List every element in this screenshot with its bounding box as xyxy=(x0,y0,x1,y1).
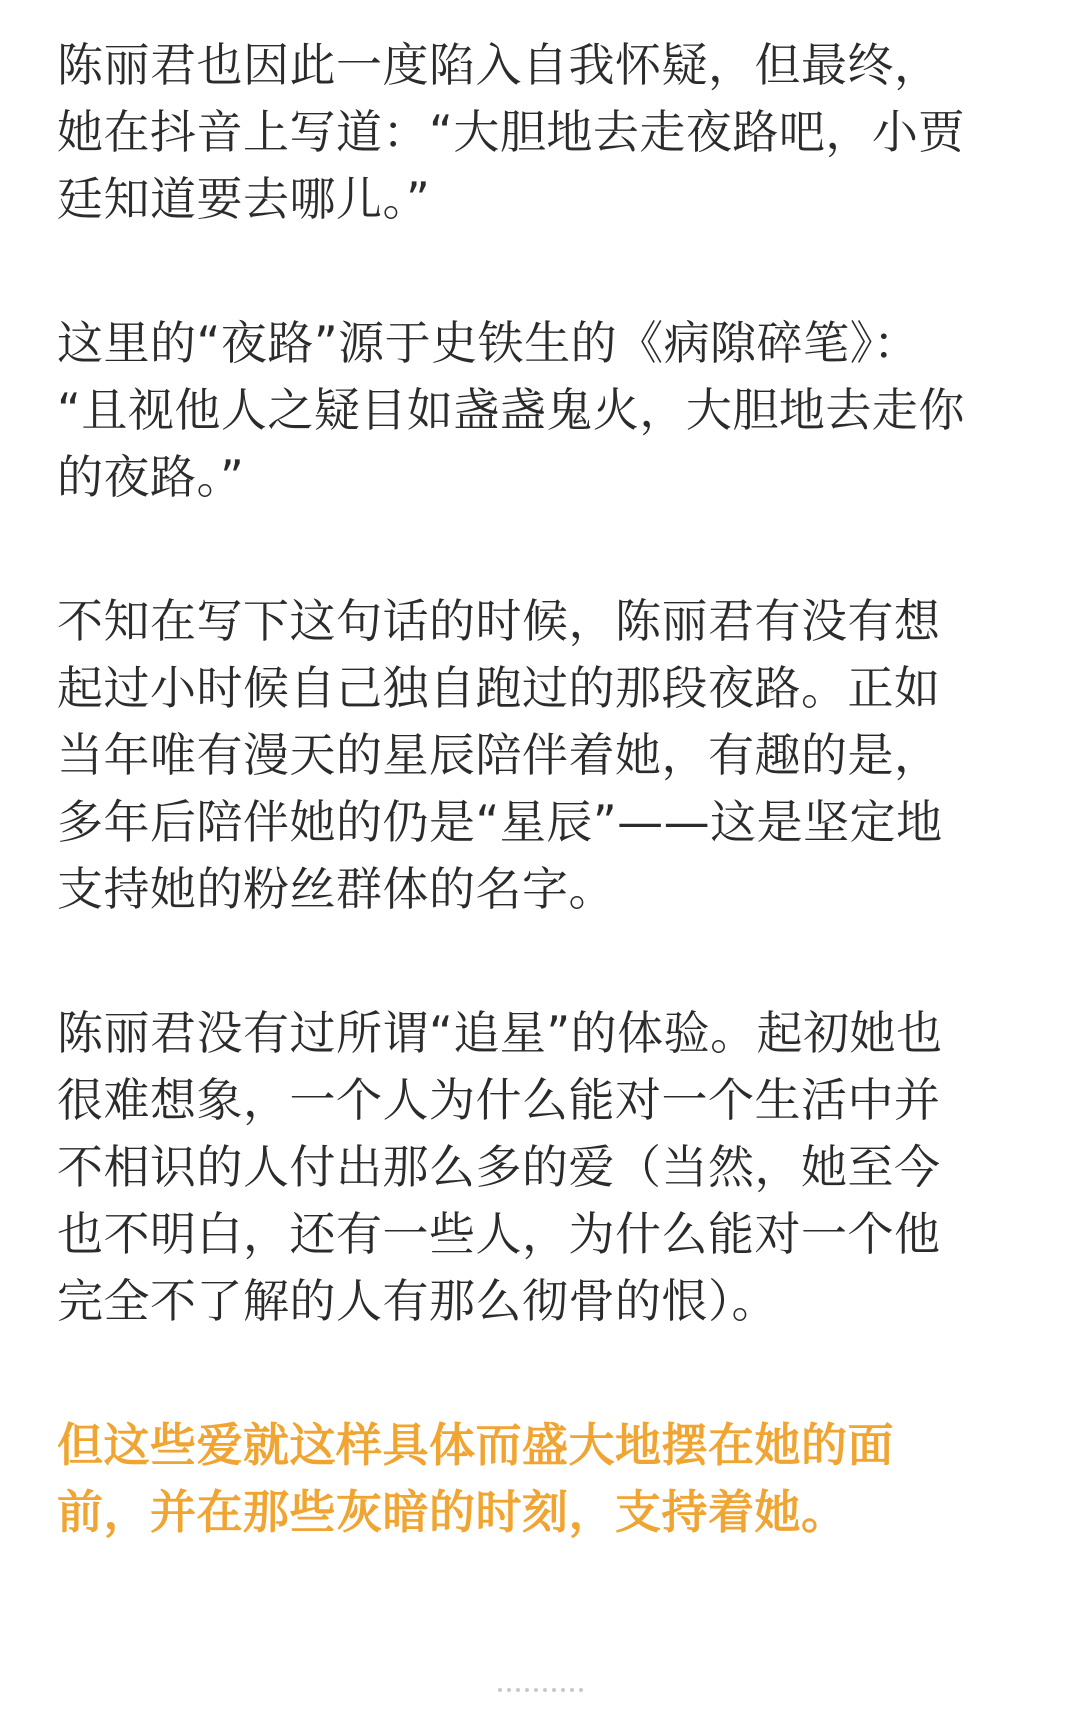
paragraph-1: 陈丽君也因此一度陷入自我怀疑，但最终， 她在抖音上写道：“大胆地去走夜路吧，小贾 廷知道要去哪儿。” xyxy=(57,38,965,226)
dot xyxy=(525,1688,529,1692)
dot xyxy=(579,1688,583,1692)
more-dots-icon xyxy=(0,1688,1080,1694)
article-body xyxy=(57,32,1027,1546)
dot xyxy=(570,1688,574,1692)
dot xyxy=(534,1688,538,1692)
dot xyxy=(552,1688,556,1692)
dot xyxy=(561,1688,565,1692)
paragraph-4: 陈丽君没有过所谓“追星”的体验。起初她也 很难想象，一个人为什么能对一个生活中并 不相识的人付出那么多的爱（当然，她至今 也不明白，还有一些人，为什么能对一个他 完全不了解的人有那么彻骨的恨）。 xyxy=(57,1006,943,1328)
dot xyxy=(498,1688,502,1692)
highlight-paragraph: 但这些爱就这样具体而盛大地摆在她的面 前，并在那些灰暗的时刻，支持着她。 xyxy=(57,1418,894,1539)
paragraph-2: 这里的“夜路”源于史铁生的《病隙碎笔》： “且视他人之疑目如盏盏鬼火，大胆地去走你 的夜路。” xyxy=(57,316,965,504)
paragraph-3: 不知在写下这句话的时候，陈丽君有没有想 起过小时候自己独自跑过的那段夜路。正如 当年唯有漫天的星辰陪伴着她，有趣的是， 多年后陪伴她的仍是“星辰”——这是坚定地 支持她的粉丝群体的名字。 xyxy=(57,594,943,916)
dot xyxy=(543,1688,547,1692)
dot xyxy=(516,1688,520,1692)
dot xyxy=(507,1688,511,1692)
